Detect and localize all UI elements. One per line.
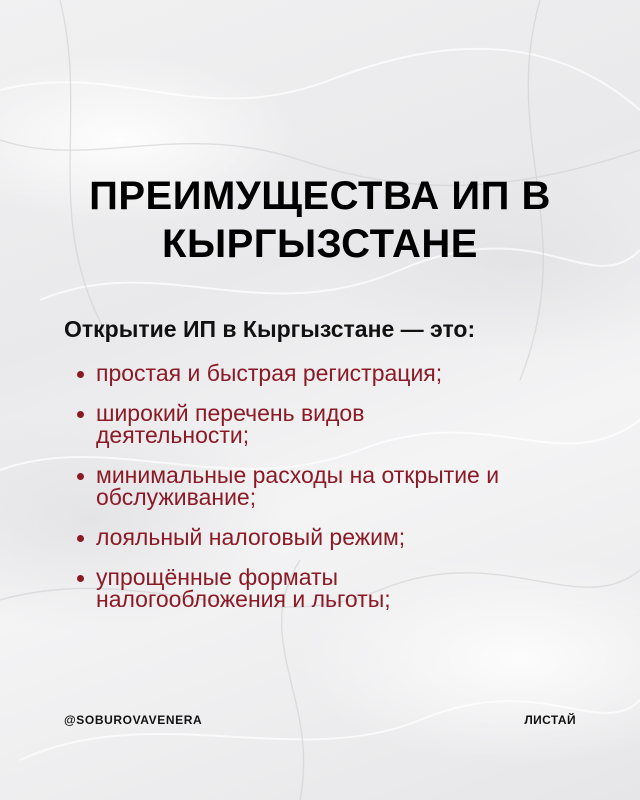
bullet-icon xyxy=(77,411,84,418)
list-item xyxy=(72,402,468,446)
list-item-text: простая и быстрая регистрация; xyxy=(96,360,443,386)
bullet-icon xyxy=(77,473,84,480)
list-item-text: широкий перечень видов деятельности; xyxy=(96,400,365,448)
list-item xyxy=(72,526,612,548)
benefits-list xyxy=(72,362,612,628)
bullet-icon xyxy=(77,575,84,582)
list-item xyxy=(72,362,612,384)
list-item-text: минимальные расходы на открытие и обслуживание; xyxy=(96,462,500,510)
page-title xyxy=(20,172,620,268)
list-item xyxy=(72,566,468,610)
bullet-icon xyxy=(77,535,84,542)
list-item-text: упрощённые форматы налогообложения и льготы; xyxy=(96,564,391,612)
list-item-text: лояльный налоговый режим; xyxy=(96,524,406,550)
bullet-icon xyxy=(77,371,84,378)
swipe-hint: ЛИСТАЙ xyxy=(524,713,576,727)
page-title-line-2: КЫРГЫЗСТАНЕ xyxy=(162,222,478,266)
subtitle: Открытие ИП в Кыргызстане — это: xyxy=(64,316,476,342)
author-handle: @SOBUROVAVENERA xyxy=(64,713,203,727)
list-item xyxy=(72,464,612,508)
page-title-line-1: ПРЕИМУЩЕСТВА ИП В xyxy=(89,174,551,218)
